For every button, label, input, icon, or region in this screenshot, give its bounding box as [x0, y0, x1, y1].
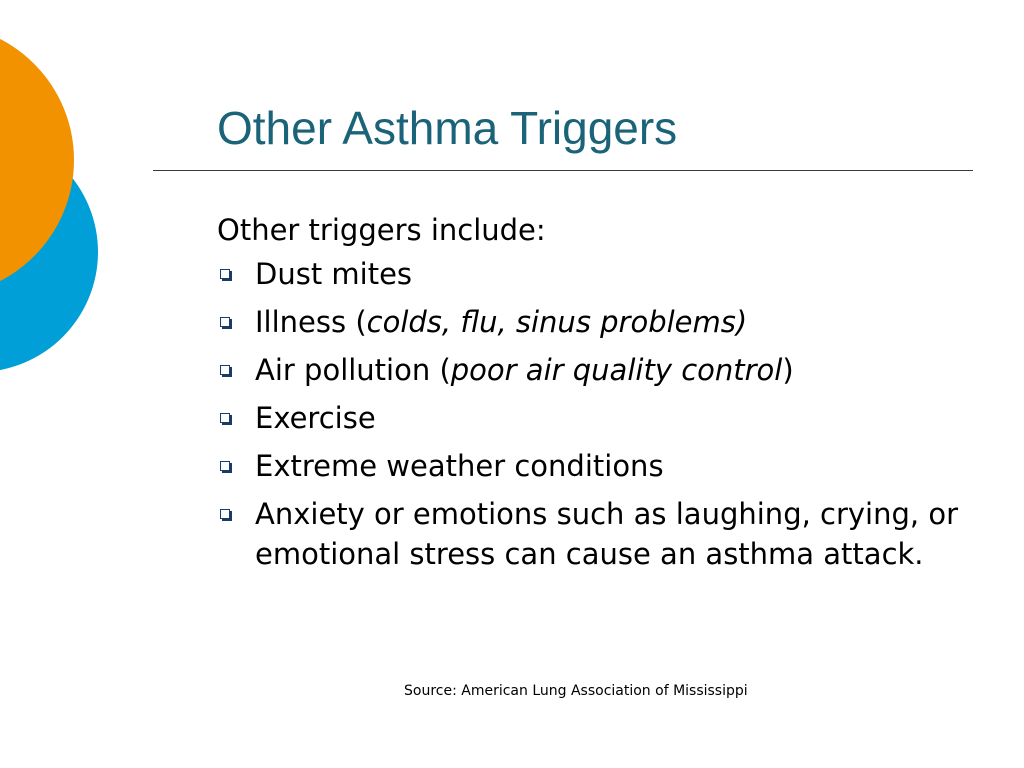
list-item	[217, 494, 997, 574]
list-item	[217, 446, 997, 486]
square-bullet-icon	[220, 317, 230, 327]
bullet-text: Anxiety or emotions such as laughing, crying, or emotional stress can cause an asthma attack.	[255, 497, 959, 571]
square-bullet-icon	[220, 365, 230, 375]
square-bullet-icon	[220, 269, 230, 279]
decorative-circles	[0, 0, 110, 400]
bullet-closing-text: )	[782, 353, 794, 387]
bullet-text: Exercise	[255, 401, 376, 435]
trigger-list	[217, 254, 997, 574]
bullet-text: Air pollution (	[255, 353, 451, 387]
bullet-text: Extreme weather conditions	[255, 449, 664, 483]
list-item	[217, 350, 997, 390]
slide-body	[217, 206, 997, 582]
slide-title: Other Asthma Triggers	[217, 102, 678, 154]
list-item	[217, 302, 997, 342]
square-bullet-icon	[220, 461, 230, 471]
square-bullet-icon	[220, 509, 230, 519]
bullet-italic-text: poor air quality control	[450, 353, 783, 387]
bullet-text: Illness (	[255, 305, 367, 339]
source-citation: Source: American Lung Association of Mississippi	[404, 683, 748, 699]
square-bullet-icon	[220, 413, 230, 423]
title-divider	[153, 170, 973, 171]
list-item	[217, 398, 997, 438]
bullet-italic-text: colds, flu, sinus problems)	[366, 305, 748, 339]
bullet-text: Dust mites	[255, 257, 413, 291]
intro-text: Other triggers include:	[217, 213, 546, 247]
list-item	[217, 254, 997, 294]
